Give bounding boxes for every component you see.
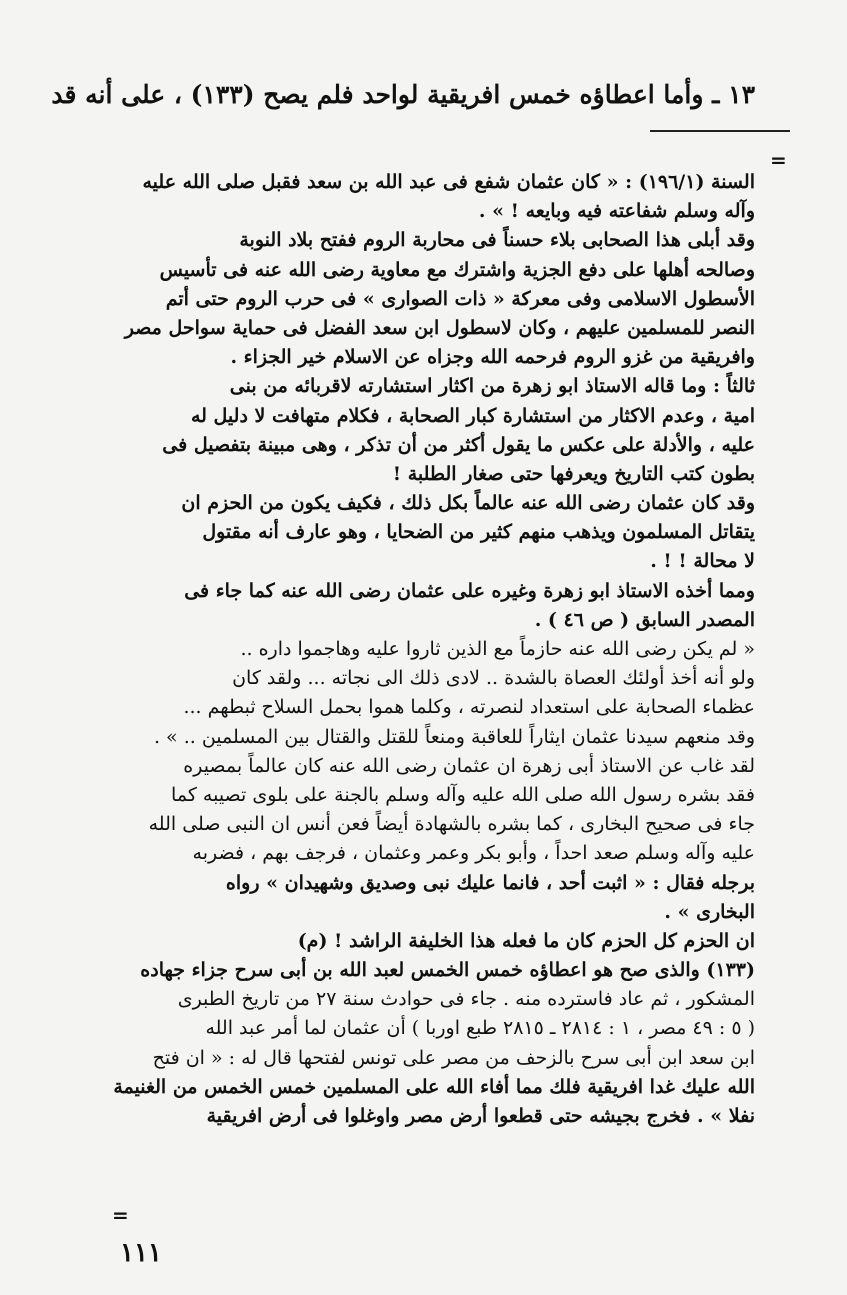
text-line: ( ٥ : ٤٩ مصر ، ١ : ٢٨١٤ ـ ٢٨١٥ طبع اوربا ) أن عثمان لما أمر عبد الله — [205, 1017, 755, 1040]
text-line: ولو أنه أخذ أولئك العصاة بالشدة .. لادى ذلك الى نجاته ... ولقد كان — [232, 667, 755, 690]
text-line: المصدر السابق ( ص ٤٦ ) . — [534, 608, 755, 631]
text-line: يتقاتل المسلمون ويذهب منهم كثير من الضحايا ، وهو عارف أنه مقتول — [202, 521, 755, 544]
text-line: ان الحزم كل الحزم كان ما فعله هذا الخليفة الراشد ! (م) — [297, 929, 755, 952]
text-line: البخارى » . — [664, 900, 755, 923]
page-number: ١١١ — [120, 1238, 162, 1268]
text-line: « لم يكن رضى الله عنه حازماً مع الذين ثاروا عليه وهاجموا داره .. — [240, 638, 755, 660]
text-line: برجله فقال : « اثبت أحد ، فانما عليك نبى وصديق وشهيدان » رواه — [225, 871, 755, 894]
text-line: بطون كتب التاريخ ويعرفها حتى صغار الطلبة ! — [392, 462, 755, 485]
footnote-body — [102, 168, 755, 1131]
text-line: السنة (١٩٦/١) : « كان عثمان شفع فى عبد الله بن سعد فقبل صلى الله عليه — [142, 171, 755, 193]
footnote-divider — [650, 130, 790, 132]
text-line: جاء فى صحيح البخارى ، كما بشره بالشهادة أيضاً فعن أنس ان النبى صلى الله — [148, 813, 755, 836]
text-line: امية ، وعدم الاكثار من استشارة كبار الصحابة ، فكلام متهافت لا دليل له — [190, 404, 755, 427]
continuation-marker-top: = — [770, 148, 787, 172]
text-line: ابن سعد ابن أبى سرح بالزحف من مصر على تونس لفتحها قال له : « ان فتح — [152, 1046, 755, 1069]
text-line: الله عليك غدا افريقية فلك مما أفاء الله على المسلمين خمس الخمس من الغنيمة — [113, 1075, 755, 1098]
text-line: نفلا » . فخرج بجيشه حتى قطعوا أرض مصر واوغلوا فى أرض افريقية — [206, 1105, 755, 1127]
text-line: المشكور ، ثم عاد فاسترده منه . جاء فى حوادث سنة ٢٧ من تاريخ الطبرى — [177, 988, 755, 1011]
text-line: وآله وسلم شفاعته فيه وبايعه ! » . — [478, 200, 755, 223]
text-line: عليه ، والأدلة على عكس ما يقول أكثر من أن تذكر ، وهى مبينة بتفصيل فى — [162, 433, 755, 456]
text-line: لا محالة ! ! . — [650, 550, 755, 573]
text-line: لقد غاب عن الاستاذ أبى زهرة ان عثمان رضى الله عنه كان عالماً بمصيره — [183, 754, 755, 777]
text-line: وصالحه أهلها على دفع الجزية واشترك مع معاوية رضى الله عنه فى تأسيس — [159, 258, 755, 281]
text-line: الأسطول الاسلامى وفى معركة « ذات الصوارى » فى حرب الروم حتى أتم — [165, 287, 755, 310]
text-line: النصر للمسلمين عليهم ، وكان لاسطول ابن سعد الفضل فى حماية سواحل مصر — [124, 316, 755, 339]
section-heading: ١٣ ـ وأما اعطاؤه خمس افريقية لواحد فلم يصح (١٣٣) ، على أنه قد — [51, 80, 755, 109]
text-line: وقد أبلى هذا الصحابى بلاء حسناً فى محاربة الروم ففتح بلاد النوبة — [239, 229, 755, 252]
text-line: عليه وآله وسلم صعد احداً ، وأبو بكر وعمر وعثمان ، فرجف بهم ، فضربه — [192, 842, 755, 865]
text-line: (١٣٣) والذى صح هو اعطاؤه خمس الخمس لعبد الله بن أبى سرح جزاء جهاده — [140, 959, 755, 982]
text-line: وقد كان عثمان رضى الله عنه عالماً بكل ذلك ، فكيف يكون من الحزم ان — [181, 492, 755, 515]
text-line: وقد منعهم سيدنا عثمان ايثاراً للعاقبة ومنعاً للقتل والقتال بين المسلمين .. » . — [153, 725, 755, 748]
continuation-marker-bottom: = — [112, 1203, 129, 1227]
text-line: عظماء الصحابة على استعداد لنصرته ، وكلما هموا بحمل السلاح ثبطهم ... — [183, 696, 755, 719]
text-line: ومما أخذه الاستاذ ابو زهرة وغيره على عثمان رضى الله عنه كما جاء فى — [184, 579, 755, 602]
text-line: ثالثاً : وما قاله الاستاذ ابو زهرة من اكثار استشارته لاقربائه من بنى — [229, 375, 755, 398]
text-line: فقد بشره رسول الله صلى الله عليه وآله وسلم بالجنة على بلوى تصيبه كما — [171, 783, 755, 806]
text-line: وافريقية من غزو الروم فرحمه الله وجزاه عن الاسلام خير الجزاء . — [230, 346, 755, 369]
